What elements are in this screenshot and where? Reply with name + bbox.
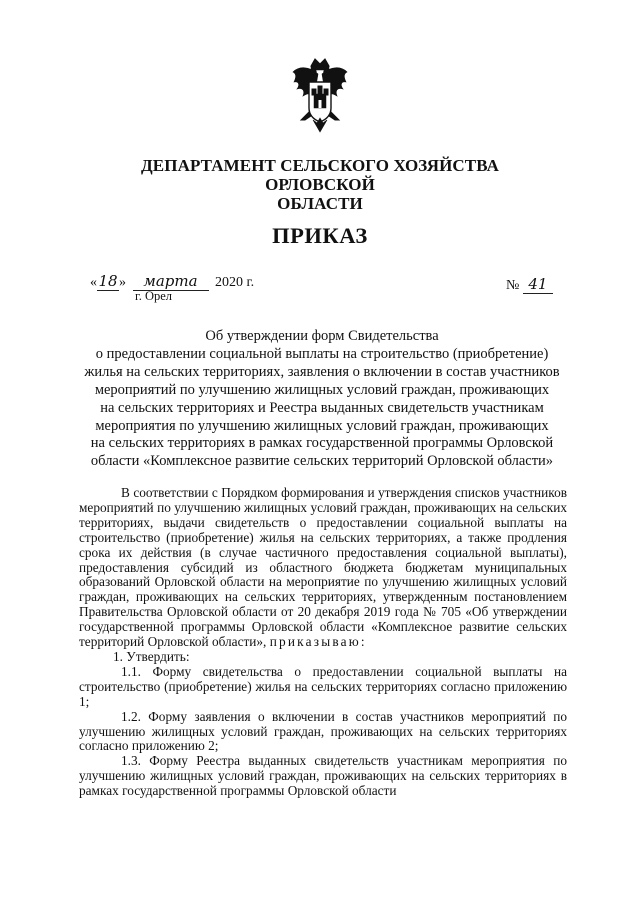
- order-subject: [48, 328, 596, 471]
- order-year: 2020 г.: [215, 275, 255, 290]
- order-word: приказываю:: [269, 634, 367, 650]
- subject-line: на сельских территориях в рамках государственной программы Орловской: [90, 435, 554, 452]
- subject-line: области «Комплексное развитие сельских территорий Орловской области»: [90, 453, 554, 470]
- preamble-paragraph: [79, 486, 567, 650]
- item-1-3: 1.3. Форму Реестра выданных свидетельств участникам мероприятия по улучшению жилищных условий граждан, проживающих на сельских территориях в рамках государственной программы Орловской области: [79, 753, 567, 799]
- order-number: [506, 275, 553, 295]
- subject-line: мероприятий по улучшению жилищных условий граждан, проживающих: [94, 381, 550, 398]
- department-name: [90, 156, 550, 213]
- order-date: [90, 272, 254, 292]
- preamble-text: В соответствии с Порядком формирования и утверждения списков участников мероприятий по улучшению жилищных условий граждан, проживающих на сельских территориях, выдачи свидетельств о предоставлении социальной выплаты на строительство (приобретение) жилья на сельских территориях, а также продления срока их действия (в случае частичного предоставления социальной выплаты), предоставления субсидий из областного бюджета бюджетам муниципальных образований Орловской области на мероприятие по улучшению жилищных условий граждан, проживающих на сельских территориях, утвержденным постановлением Правительства Орловской области от 20 декабря 2019 года № 705 «Об утверждении государственной программы Орловской области «Комплексное развитие сельских территорий Орловской области»,: [79, 485, 567, 650]
- order-city: г. Орел: [135, 289, 173, 303]
- order-body: [79, 486, 567, 799]
- department-line-1: ДЕПАРТАМЕНТ СЕЛЬСКОГО ХОЗЯЙСТВА ОРЛОВСКОЙ: [141, 156, 499, 194]
- order-month: марта: [133, 272, 209, 291]
- department-line-2: ОБЛАСТИ: [277, 194, 363, 213]
- subject-line: жилья на сельских территориях, заявления о включении в состав участников: [84, 363, 560, 380]
- coat-of-arms-icon: [291, 56, 349, 134]
- item-1-1: 1.1. Форму свидетельства о предоставлении социальной выплаты на строительство (приобретение) жилья на сельских территориях согласно приложению 1;: [79, 663, 567, 709]
- document-type-title: ПРИКАЗ: [272, 223, 368, 248]
- number-sign: №: [506, 278, 520, 293]
- quote-close: »: [119, 275, 126, 290]
- subject-line: на сельских территориях и Реестра выданных свидетельств участникам: [100, 399, 544, 416]
- order-day: 18: [98, 272, 118, 290]
- item-1: 1. Утвердить:: [113, 648, 190, 664]
- order-number-value: 41: [523, 275, 553, 294]
- subject-line: мероприятия по улучшению жилищных условий граждан, проживающих: [95, 417, 549, 434]
- subject-line: Об утверждении форм Свидетельства: [205, 328, 439, 344]
- item-1-2: 1.2. Форму заявления о включении в состав участников мероприятий по улучшению жилищных условий граждан, проживающих на сельских территориях согласно приложению 2;: [79, 708, 567, 754]
- quote-open: «: [90, 275, 97, 290]
- subject-line: о предоставлении социальной выплаты на строительство (приобретение): [95, 345, 549, 362]
